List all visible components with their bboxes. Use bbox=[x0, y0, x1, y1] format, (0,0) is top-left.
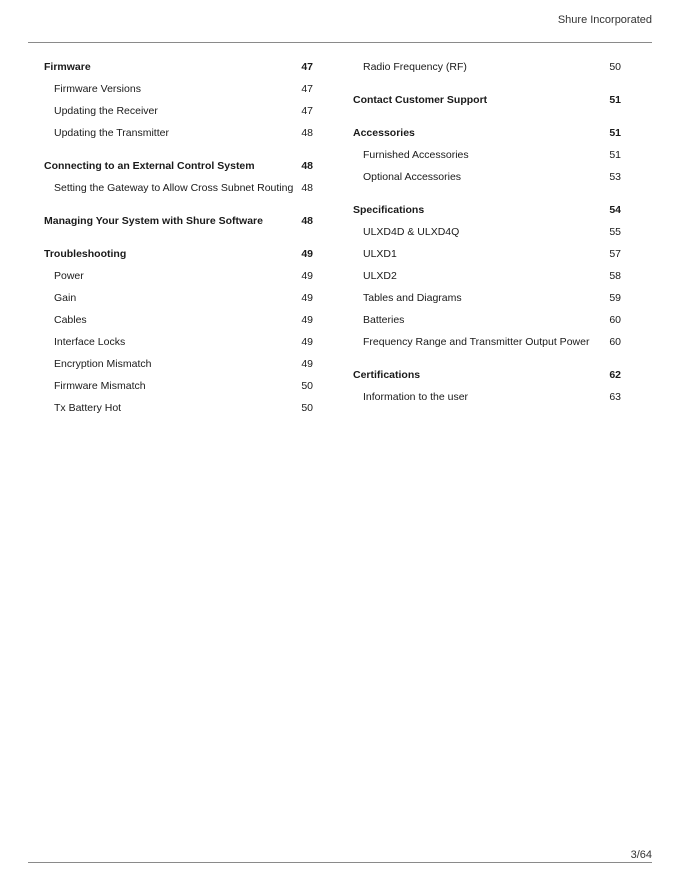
toc-entry-accessories[interactable] bbox=[353, 122, 621, 144]
toc-entry-page: 50 bbox=[301, 380, 313, 392]
toc-entry-page: 49 bbox=[301, 270, 313, 282]
toc-entry-title: Batteries bbox=[363, 314, 405, 326]
toc-entry-page: 47 bbox=[301, 105, 313, 117]
toc-entry-title: Radio Frequency (RF) bbox=[363, 61, 467, 73]
toc-entry-firmware-versions[interactable] bbox=[44, 78, 313, 100]
toc-entry-external-control[interactable] bbox=[44, 155, 313, 177]
toc-entry-page: 47 bbox=[301, 61, 313, 73]
toc-entry-title: Frequency Range and Transmitter Output Power bbox=[363, 336, 590, 348]
toc-entry-encryption-mismatch[interactable] bbox=[44, 353, 313, 375]
toc-entry-title: Cables bbox=[54, 314, 87, 326]
toc-entry-page: 51 bbox=[609, 94, 621, 106]
toc-entry-batteries[interactable] bbox=[353, 309, 621, 331]
toc-entry-page: 63 bbox=[609, 391, 621, 403]
toc-entry-power[interactable] bbox=[44, 265, 313, 287]
toc-entry-page: 51 bbox=[609, 127, 621, 139]
toc-entry-title: Firmware Versions bbox=[54, 83, 141, 95]
toc-entry-page: 50 bbox=[609, 61, 621, 73]
toc-entry-title: Interface Locks bbox=[54, 336, 126, 348]
toc-entry-specifications[interactable] bbox=[353, 199, 621, 221]
toc-entry-optional-accessories[interactable] bbox=[353, 166, 621, 188]
toc-entry-page: 48 bbox=[301, 127, 313, 139]
toc-entry-firmware-mismatch[interactable] bbox=[44, 375, 313, 397]
company-name: Shure Incorporated bbox=[557, 14, 652, 26]
toc-entry-ulxd1[interactable] bbox=[353, 243, 621, 265]
toc-entry-title: Optional Accessories bbox=[363, 171, 462, 183]
footer-divider bbox=[28, 862, 652, 863]
toc-entry-firmware[interactable] bbox=[44, 56, 313, 78]
toc-entry-title: Specifications bbox=[353, 204, 425, 216]
toc-entry-title: ULXD1 bbox=[363, 248, 397, 260]
toc-entry-title: Firmware bbox=[44, 61, 91, 73]
toc-entry-page: 47 bbox=[301, 83, 313, 95]
toc-entry-title: Accessories bbox=[353, 127, 415, 139]
toc-entry-title: Tx Battery Hot bbox=[54, 402, 122, 414]
toc-entry-title: Connecting to an External Control System bbox=[44, 160, 255, 172]
toc-entry-title: Contact Customer Support bbox=[353, 94, 488, 106]
toc-entry-page: 49 bbox=[301, 292, 313, 304]
toc-entry-page: 49 bbox=[301, 336, 313, 348]
toc-entry-page: 53 bbox=[609, 171, 621, 183]
toc-entry-shure-software[interactable] bbox=[44, 210, 313, 232]
toc-entry-title: Information to the user bbox=[363, 391, 469, 403]
toc-entry-title: Setting the Gateway to Allow Cross Subnet Routing bbox=[54, 182, 294, 194]
toc-entry-title: ULXD4D & ULXD4Q bbox=[363, 226, 460, 238]
toc-entry-gateway-routing[interactable] bbox=[44, 177, 313, 199]
toc-entry-title: Tables and Diagrams bbox=[363, 292, 462, 304]
header-divider bbox=[28, 42, 652, 43]
toc-entry-interface-locks[interactable] bbox=[44, 331, 313, 353]
toc-entry-title: Power bbox=[54, 270, 84, 282]
toc-entry-gain[interactable] bbox=[44, 287, 313, 309]
toc-entry-page: 55 bbox=[609, 226, 621, 238]
toc-entry-page: 59 bbox=[609, 292, 621, 304]
toc-entry-title: Updating the Receiver bbox=[54, 105, 158, 117]
toc-entry-updating-receiver[interactable] bbox=[44, 100, 313, 122]
toc-entry-furnished-accessories[interactable] bbox=[353, 144, 621, 166]
toc-entry-title: Furnished Accessories bbox=[363, 149, 469, 161]
toc-entry-updating-transmitter[interactable] bbox=[44, 122, 313, 144]
toc-entry-information-user[interactable] bbox=[353, 386, 621, 408]
toc-entry-title: Gain bbox=[54, 292, 77, 304]
toc-entry-frequency-range[interactable] bbox=[353, 331, 621, 353]
toc-column-right bbox=[353, 56, 621, 408]
toc-entry-title: ULXD2 bbox=[363, 270, 397, 282]
toc-entry-page: 60 bbox=[609, 336, 621, 348]
toc-entry-title: Updating the Transmitter bbox=[54, 127, 169, 139]
toc-entry-page: 48 bbox=[301, 182, 313, 194]
toc-entry-page: 49 bbox=[301, 248, 313, 260]
toc-column-left bbox=[44, 56, 313, 419]
toc-entry-page: 49 bbox=[301, 358, 313, 370]
toc-entry-title: Certifications bbox=[353, 369, 421, 381]
toc-entry-ulxd4d-ulxd4q[interactable] bbox=[353, 221, 621, 243]
toc-entry-page: 58 bbox=[609, 270, 621, 282]
page-number: 3/64 bbox=[630, 849, 652, 861]
toc-entry-page: 60 bbox=[609, 314, 621, 326]
toc-entry-page: 51 bbox=[609, 149, 621, 161]
toc-entry-page: 48 bbox=[301, 160, 313, 172]
toc-entry-certifications[interactable] bbox=[353, 364, 621, 386]
toc-entry-ulxd2[interactable] bbox=[353, 265, 621, 287]
toc-entry-title: Managing Your System with Shure Software bbox=[44, 215, 263, 227]
toc-entry-page: 49 bbox=[301, 314, 313, 326]
toc-entry-tx-battery-hot[interactable] bbox=[44, 397, 313, 419]
toc-entry-page: 54 bbox=[609, 204, 621, 216]
toc-entry-page: 62 bbox=[609, 369, 621, 381]
toc-entry-title: Firmware Mismatch bbox=[54, 380, 146, 392]
toc-entry-customer-support[interactable] bbox=[353, 89, 621, 111]
toc-entry-title: Encryption Mismatch bbox=[54, 358, 152, 370]
toc-entry-page: 57 bbox=[609, 248, 621, 260]
toc-entry-troubleshooting[interactable] bbox=[44, 243, 313, 265]
toc-entry-cables[interactable] bbox=[44, 309, 313, 331]
toc-entry-page: 50 bbox=[301, 402, 313, 414]
toc-entry-radio-frequency[interactable] bbox=[353, 56, 621, 78]
toc-entry-tables-diagrams[interactable] bbox=[353, 287, 621, 309]
toc-entry-page: 48 bbox=[301, 215, 313, 227]
toc-entry-title: Troubleshooting bbox=[44, 248, 127, 260]
